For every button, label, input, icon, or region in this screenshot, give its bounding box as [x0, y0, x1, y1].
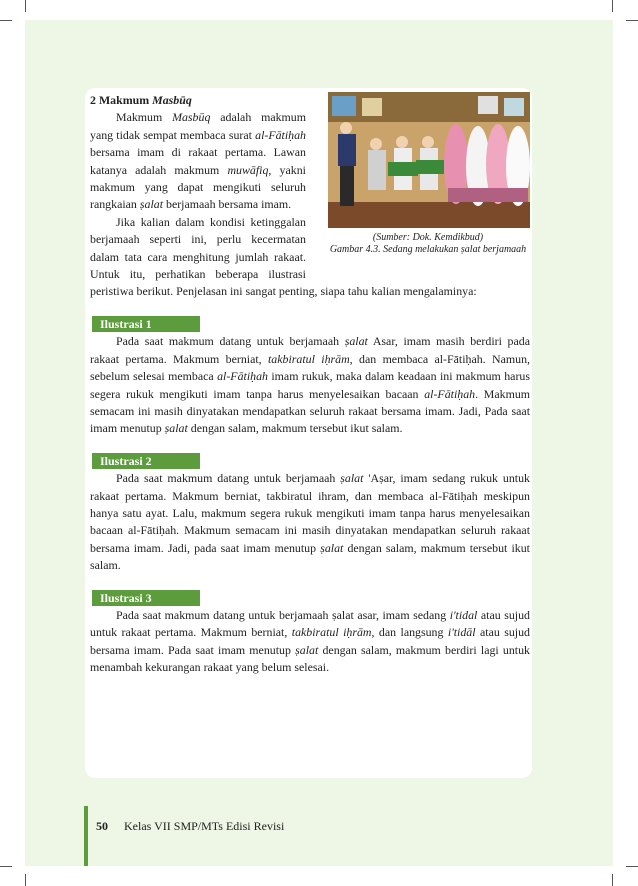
crop-mark	[0, 866, 12, 867]
text-run: dan membaca al-Fātiḥah. Namun, sebelum selesai membaca	[90, 351, 530, 384]
text-run: ṣalat	[340, 471, 364, 486]
crop-mark	[612, 0, 613, 12]
page-number: 50	[96, 819, 108, 833]
crop-mark	[626, 866, 638, 867]
text-run: ṣalat	[320, 540, 344, 555]
text-run: Masbūq	[172, 110, 211, 125]
text-run: , dan langsung	[371, 625, 444, 640]
text-run: dengan salam, makmum berdiri lagi untuk menambah kekurangan rakaat yang belum selesai.	[90, 642, 530, 675]
text-run: dengan salam, makmum tersebut ikut salam.	[190, 421, 403, 436]
text-run: ṣalat	[139, 197, 164, 212]
crop-mark	[626, 20, 638, 21]
illustration-1-text	[90, 333, 530, 437]
text-run: i'tidal	[449, 607, 478, 622]
figure	[318, 92, 530, 270]
text-run: Pada saat makmum datang untuk berjamaah ṣalat asar, imam sedang	[116, 607, 447, 622]
figure-caption	[326, 232, 530, 255]
text-run: takbiratul iḥrām	[291, 625, 372, 640]
text-run: ṣalat	[164, 421, 188, 436]
text-run: , yakni makmum yang dapat mengikuti seluruh rangkaian	[90, 162, 306, 212]
crop-mark	[25, 874, 26, 886]
figure-title: Gambar 4.3. Sedang melakukan ṣalat berjamaah	[329, 243, 527, 255]
text-run: berjamaah bersama imam.	[166, 197, 292, 212]
text-run: Asar, imam masih berdiri pada rakaat pertama. Makmum berniat,	[90, 334, 530, 366]
crop-mark	[612, 874, 613, 886]
text-run: takbiratul iḥrām,	[268, 351, 353, 366]
section-title-italic: Masbūq	[152, 93, 192, 107]
text-run: ṣalat	[344, 334, 368, 349]
page-footer	[84, 806, 284, 866]
text-run: atau sujud untuk rakaat pertama. Makmum berniat,	[90, 607, 530, 640]
section-title-plain: Makmum	[98, 93, 150, 107]
text-run: al-Fātiḥah	[255, 127, 306, 142]
text-run: al-Fātiḥah	[424, 386, 476, 401]
illustration-3-text	[90, 607, 530, 677]
illustration-1-label: Ilustrasi 1	[92, 316, 200, 332]
prayer-photo	[328, 92, 530, 228]
crop-mark	[0, 20, 12, 21]
illustration-3-label: Ilustrasi 3	[92, 590, 200, 606]
prayer-photo-image	[328, 92, 530, 228]
text-run: adalah makmum yang tidak sempat membaca surat	[90, 110, 306, 142]
text-run: dengan salam, makmum tersebut ikut salam.	[90, 540, 530, 573]
section-number: 2	[90, 93, 96, 107]
text-run: al-Fātiḥah	[217, 369, 268, 384]
illustration-2-text	[90, 470, 530, 574]
text-run: ṣalat	[295, 642, 319, 657]
intro-paragraph-2: Jika kalian dalam kondisi ketinggalan berjamaah seperti ini, perlu kecermatan dalam tata cara menghitung jumlah rakaat. Untuk itu, perhatikan beberapa ilustrasi peristiwa berikut. Penjelasan ini sangat penting, siapa tahu kalian mengalaminya:	[90, 214, 477, 299]
text-run: 'Aṣar, imam sedang rukuk untuk rakaat pertama. Makmum berniat, takbiratul ihram, dan membaca al-Fātiḥah meskipun hanya satu ayat. Lalu, makmum segera rukuk mengikuti imam tanpa harus menyelesaikan bacaan al-Fātiḥah. Makmum semacam ini masih dinyatakan mendapatkan seluruh rakaat bersama imam. Jadi, pada saat imam menutup	[90, 471, 530, 555]
text-run: muwāfiq	[227, 162, 269, 177]
text-run: Pada saat makmum datang untuk berjamaah	[116, 471, 336, 486]
text-run: imam rukuk, maka dalam keadaan ini makmum harus segera rukuk mengikuti imam tanpa harus menyelesaikan bacaan	[90, 369, 530, 401]
text-run: bersama imam di rakaat pertama. Lawan katanya adalah makmum	[90, 145, 306, 177]
text-run: . Makmum semacam ini masih dinyatakan mendapatkan seluruh rakaat bersama imam. Jadi, Pada saat imam menutup	[90, 386, 531, 436]
illustration-2-label: Ilustrasi 2	[92, 453, 200, 469]
crop-mark	[25, 0, 26, 12]
text-run: i'tidāl	[447, 625, 476, 640]
book-title: Kelas VII SMP/MTs Edisi Revisi	[124, 819, 285, 833]
text-run: atau sujud bersama imam. Pada saat imam menutup	[90, 625, 530, 657]
page-content	[90, 92, 530, 677]
text-run: Makmum	[116, 110, 163, 125]
figure-source: (Sumber: Dok. Kemdikbud)	[372, 232, 484, 243]
text-run: Pada saat makmum datang untuk berjamaah	[116, 334, 340, 349]
